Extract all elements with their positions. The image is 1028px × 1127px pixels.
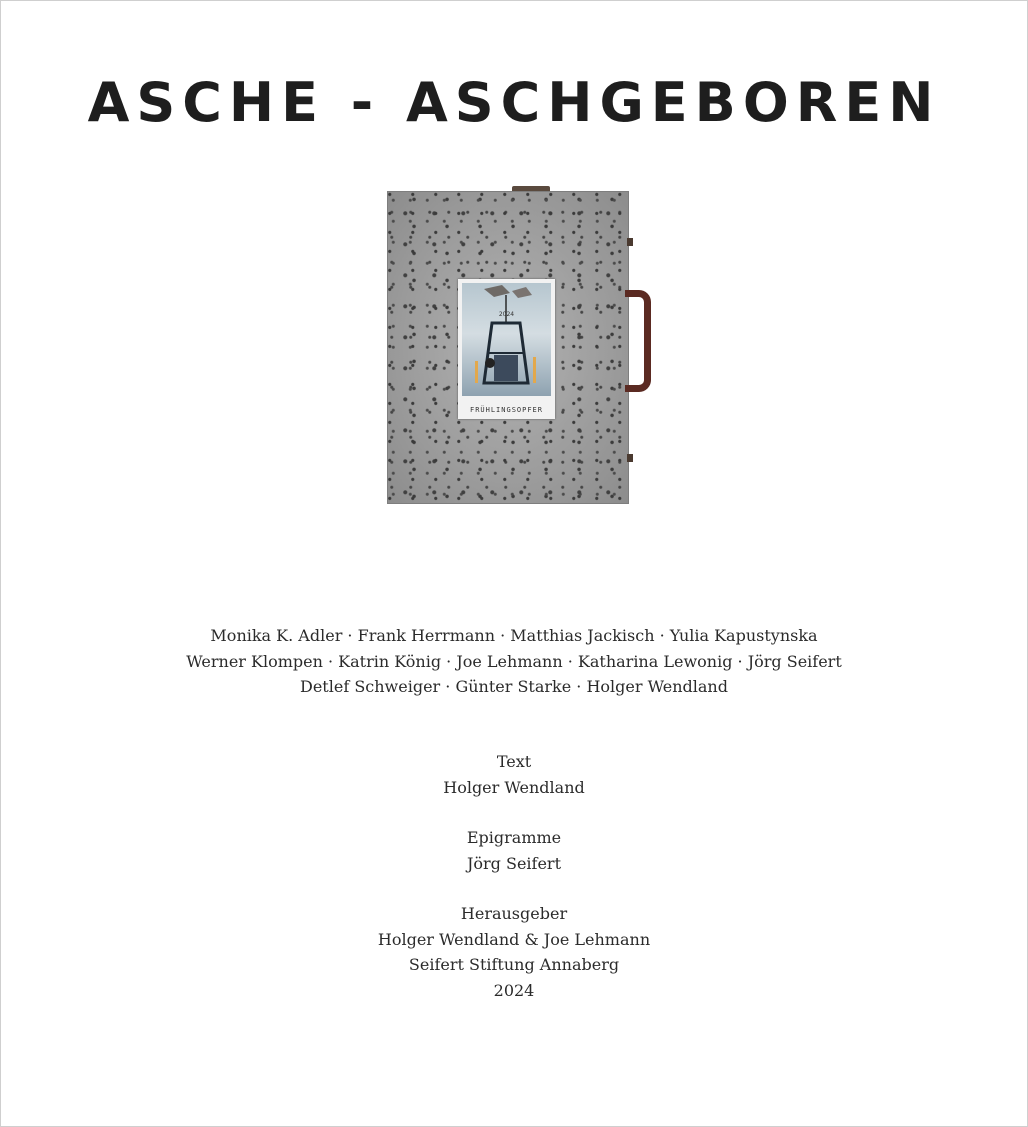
publication-year: 2024 (493, 980, 535, 1000)
cover-artwork (380, 186, 660, 508)
credit-label: Text (496, 752, 532, 771)
artist-line: Werner Klompen · Katrin König · Joe Lehmann · Katharina Lewonig · Jörg Seifert (186, 651, 842, 671)
pyramid-figure-illustration (462, 283, 551, 396)
suitcase-hinge (627, 238, 633, 246)
photo-caption: FRÜHLINGSOPFER (469, 406, 543, 414)
epigram-credit (0, 825, 1028, 876)
foundation-name: Seifert Stiftung Annaberg (408, 955, 620, 974)
artist-line: Detlef Schweiger · Günter Starke · Holger Wendland (300, 677, 728, 696)
photo-image (462, 283, 551, 396)
credit-label: Epigramme (466, 828, 562, 847)
credit-label: Herausgeber (460, 904, 568, 923)
artist-list (0, 623, 1028, 700)
book-title: ASCHE - ASCHGEBOREN (87, 71, 941, 134)
pasted-photo (458, 279, 555, 419)
photo-year: 2024 (498, 311, 515, 318)
text-credit (0, 749, 1028, 800)
credit-name: Jörg Seifert (466, 853, 562, 873)
suitcase-hinge (627, 454, 633, 462)
publisher-credit (0, 901, 1028, 1003)
suitcase-handle (625, 290, 651, 392)
artist-line: Monika K. Adler · Frank Herrmann · Matthias Jackisch · Yulia Kapustynska (210, 626, 818, 645)
credit-name: Holger Wendland & Joe Lehmann (377, 929, 651, 949)
credit-name: Holger Wendland (443, 777, 585, 797)
